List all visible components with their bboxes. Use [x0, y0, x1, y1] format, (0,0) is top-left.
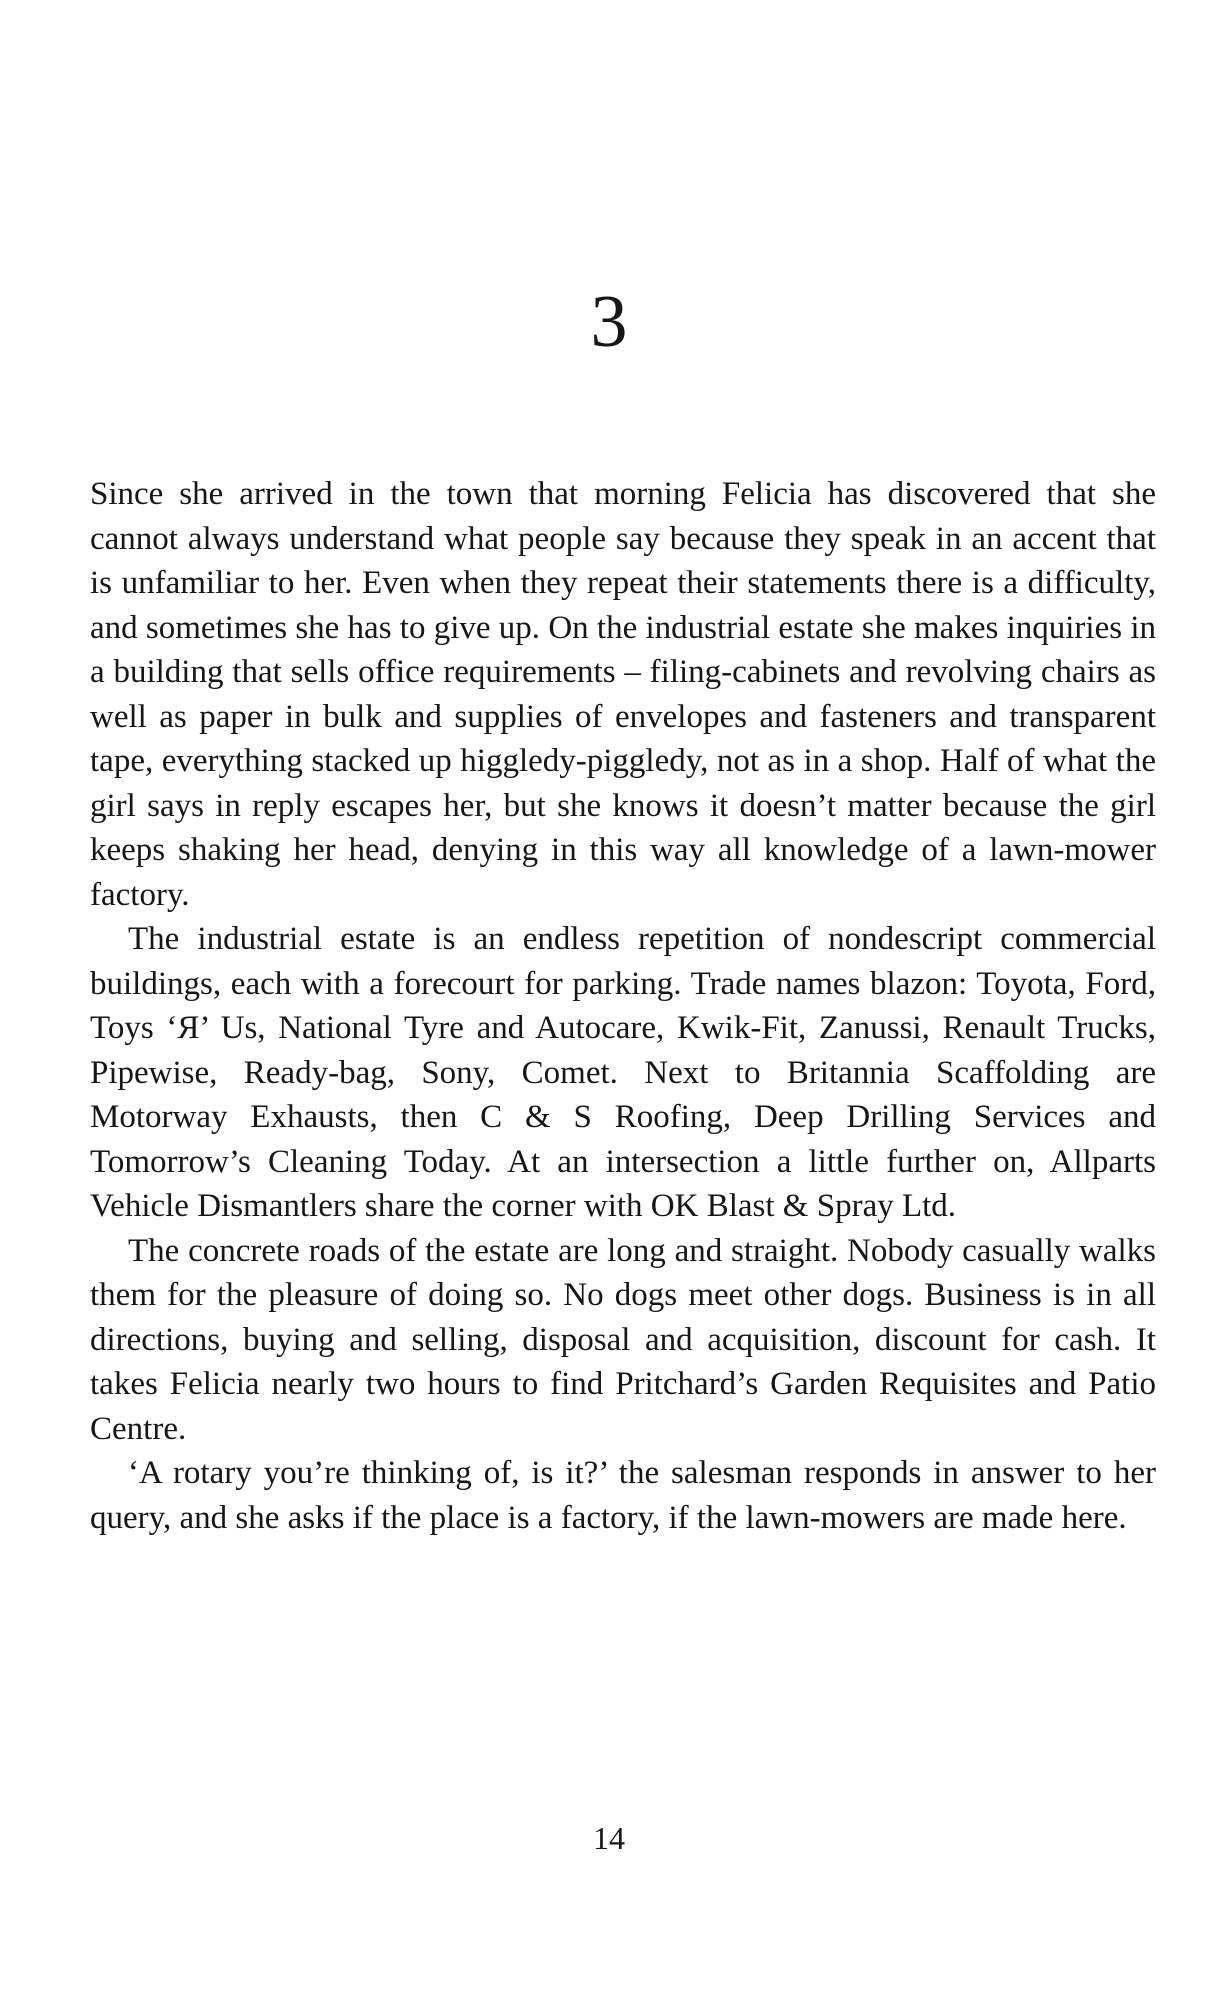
paragraph: The industrial estate is an endless repetition of nondescript commercial buildings, each with a forecourt for parking. Trade names blazon: Toyota, Ford, Toys ‘Я’ Us, National Tyre and Autocare, Kwik-Fit, Zanussi, Renault Trucks, Pipewise, Ready-bag, Sony, Comet. Next to Britannia Scaffolding are Motorway Exhausts, then C & S Roofing, Deep Drilling Services and Tomorrow’s Cleaning Today. At an intersection a little further on, Allparts Vehicle Dismantlers share the corner with OK Blast & Spray Ltd.: [90, 921, 1156, 1224]
chapter-number: 3: [590, 281, 628, 363]
paragraph: The concrete roads of the estate are long and straight. Nobody casually walks them for the pleasure of doing so. No dogs meet other dogs. Business is in all directions, buying and selling, disposal and acquisition, discount for cash. It takes Felicia nearly two hours to find Pritchard’s Garden Requisites and Patio Centre.: [90, 1232, 1156, 1447]
chapter-body: [90, 472, 1156, 1540]
page-number: 14: [593, 1820, 625, 1856]
paragraph: ‘A rotary you’re thinking of, is it?’ the salesman responds in answer to her query, and she asks if the place is a factory, if the lawn-mowers are made here.: [90, 1455, 1156, 1536]
paragraph: Since she arrived in the town that morning Felicia has discovered that she cannot always understand what people say because they speak in an accent that is unfamiliar to her. Even when they repeat their statements there is a difficulty, and sometimes she has to give up. On the industrial estate she makes inquiries in a building that sells office requirements – filing-cabinets and revolving chairs as well as paper in bulk and supplies of envelopes and fasteners and transparent tape, everything stacked up higgledy-piggledy, not as in a shop. Half of what the girl says in reply escapes her, but she knows it doesn’t matter because the girl keeps shaking her head, denying in this way all knowledge of a lawn-mower factory.: [90, 476, 1156, 913]
